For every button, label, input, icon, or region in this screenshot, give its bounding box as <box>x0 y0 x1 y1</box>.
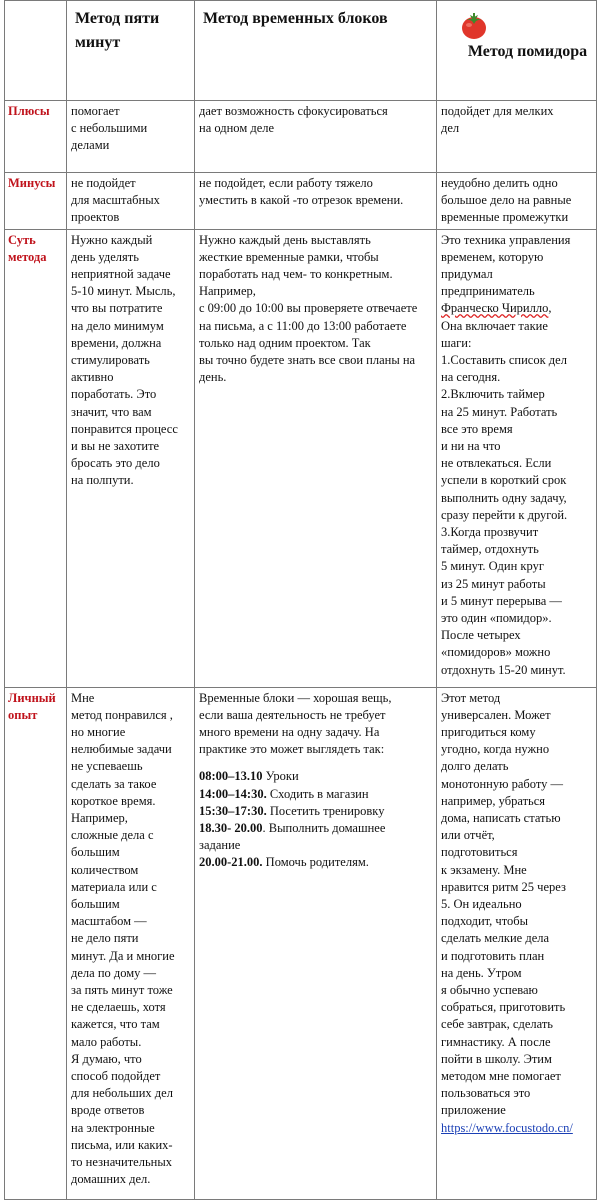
row-cons <box>5 173 597 230</box>
pros-pomodoro: подойдет для мелких дел <box>437 101 597 173</box>
essence-time-blocks: Нужно каждый день выставлять жесткие временные рамки, чтобы поработать над чем- то конкретным. Например, с 09:00 до 10:00 вы проверяете отвечаете на письма, а с 11:00 до 13:00 работаете только над одним проектом. Так вы точно будете знать все свои планы на день. <box>195 229 437 687</box>
essence-pomodoro-steps: , Она включает такие шаги: 1.Составить список дел на сегодня. 2.Включить таймер на 25 минут. Работать все это время и ни на что не отвлекаться. Если успели в короткий срок выполнить одну задачу, сразу перейти к другой. 3.Когда прозвучит таймер, отдохнуть 5 минут. Один круг из 25 минут работы и 5 минут перерыва — это один «помидор». После четырех «помидоров» можно отдохнуть 15-20 минут. <box>441 301 568 677</box>
pros-time-blocks: дает возможность сфокусироваться на одном деле <box>195 101 437 173</box>
cons-five-minutes: не подойдет для масштабных проектов <box>67 173 195 230</box>
schedule-list <box>199 768 432 871</box>
pros-five-minutes: помогает с небольшими делами <box>67 101 195 173</box>
comparison-table <box>4 0 597 1200</box>
experience-pomodoro <box>437 687 597 1199</box>
row-label-essence: Суть метода <box>5 229 67 687</box>
row-label-cons: Минусы <box>5 173 67 230</box>
row-pros <box>5 101 597 173</box>
schedule-item: 15:30–17:30. Посетить тренировку <box>199 803 385 818</box>
essence-pomodoro <box>437 229 597 687</box>
header-row <box>5 1 597 101</box>
essence-pomodoro-intro: Это техника управления временем, которую придумал предприниматель <box>441 232 571 299</box>
experience-pomodoro-text: Этот метод универсален. Может пригодиться кому угодно, когда нужно долго делать монотонную работу — например, убраться дома, написать статью или отчёт, подготовиться к экзамену. Мне нравится ритм 25 через 5. Он идеально подходит, чтобы сделать мелкие дела и подготовить план на день. Утром я обычно успеваю собраться, приготовить себе завтрак, сделать гимнастику. А после пойти в школу. Этим методом мне помогает пользоваться это приложение <box>441 690 566 1118</box>
experience-five-minutes: Мне метод понравился , но многие нелюбимые задачи не успеваешь сделать за такое короткое время. Например, сложные дела с большим количеством материала или с большим масштабом — не дело пяти минут. Да и многие дела по дому — за пять минут тоже не сделаешь, хотя кажется, что там мало работы. Я думаю, что способ подойдет для небольших дел вроде ответов на электронные письма, или каких- то незначительных домашних дел. <box>67 687 195 1199</box>
row-essence <box>5 229 597 687</box>
row-label-pros: Плюсы <box>5 101 67 173</box>
schedule-item: 20.00-21.00. Помочь родителям. <box>199 855 369 870</box>
cons-time-blocks: не подойдет, если работу тяжело уместить в какой -то отрезок времени. <box>195 173 437 230</box>
schedule-item: 08:00–13.10 Уроки <box>199 769 299 784</box>
row-experience <box>5 687 597 1199</box>
corner-cell <box>5 1 67 101</box>
cons-pomodoro: неудобно делить одно большое дело на равные временные промежутки <box>437 173 597 230</box>
header-pomodoro <box>437 1 597 101</box>
focustodo-link[interactable]: https://www.focustodo.cn/ <box>441 1120 573 1135</box>
experience-time-blocks <box>195 687 437 1199</box>
row-label-experience: Личный опыт <box>5 687 67 1199</box>
schedule-item: 18.30- 20.00. Выполнить домашнее задание <box>199 821 386 853</box>
inventor-name: Франческо Чирилло <box>441 301 549 316</box>
header-pomodoro-title: Метод помидора <box>467 43 588 60</box>
experience-time-blocks-intro: Временные блоки — хорошая вещь, если ваша деятельность не требует много времени на одну задачу. На практике это может выглядеть так: <box>199 690 392 757</box>
header-time-blocks: Метод временных блоков <box>195 1 437 101</box>
schedule-item: 14:00–14:30. Сходить в магазин <box>199 786 369 801</box>
essence-five-minutes: Нужно каждый день уделять неприятной задаче 5-10 минут. Мысль, что вы потратите на дело минимум времени, должна стимулировать активно поработать. Это значит, что вам понравится процесс и вы не захотите бросать это дело на полпути. <box>67 229 195 687</box>
header-five-minutes: Метод пяти минут <box>67 1 195 101</box>
tomato-icon <box>459 11 489 41</box>
